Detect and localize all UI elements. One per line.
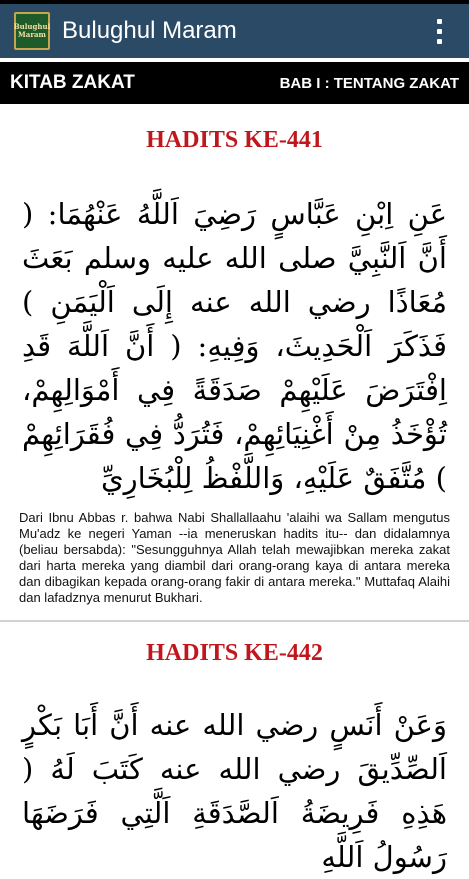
action-bar: [0, 4, 469, 58]
kitab-title: KITAB ZAKAT: [10, 72, 135, 93]
app-icon-line-2: Maram: [18, 30, 46, 39]
hadith-2-title: HADITS KE-442: [146, 640, 323, 666]
hadith-2-arabic: وَعَنْ أَنَسٍ رضي الله عنه أَنَّ أَبَا بَكْرٍ اَلصِّدِّيقَ رضي الله عنه كَتَبَ لَهُ ( هَذِهِ فَرِيضَةُ اَلصَّدَقَةِ اَلَّتِي فَرَضَهَا رَسُولُ اَللَّهِ: [22, 708, 447, 874]
hadith-content[interactable]: [0, 104, 469, 874]
section-header: [0, 62, 469, 104]
app-book-icon[interactable]: [14, 12, 50, 50]
hadith-1-translation: Dari Ibnu Abbas r. bahwa Nabi Shallallaahu 'alaihi wa Sallam mengutus Mu'adz ke negeri Yaman --ia meneruskan hadits itu-- dan didalamnya (beliau bersabda): "Sesungguhnya Allah telah mewajibkan mereka zakat dari harta mereka yang diambil dari orang-orang kaya di antara mereka dan dibagikan kepada orang-orang fakir di antara mereka." Muttafaq Alaihi dan lafadznya menurut Bukhari.: [19, 510, 450, 605]
hadith-1-title: HADITS KE-441: [146, 127, 323, 153]
hadith-1-arabic: عَنِ اِبْنِ عَبَّاسٍ رَضِيَ اَللَّهُ عَنْهُمَا: ( أَنَّ اَلنَّبِيَّ صلى الله عليه وسلم بَعَثَ مُعَاذًا رضي الله عنه إِلَى اَلْيَمَنِ ) فَذَكَرَ اَلْحَدِيثَ، وَفِيهِ: ( أَنَّ اَللَّهَ قَدِ اِفْتَرَضَ عَلَيْهِمْ صَدَقَةً فِي أَمْوَالِهِمْ، تُؤْخَذُ مِنْ أَغْنِيَائِهِمْ، فَتُرَدُّ فِي فُقَرَائِهِمْ ) مُتَّفَقٌ عَلَيْهِ، وَاللَّفْظُ لِلْبُخَارِيِّ: [22, 197, 447, 495]
app-title: Bulughul Maram: [62, 17, 237, 44]
hadith-divider: [0, 620, 469, 622]
app-icon-line-1: Bulughul: [13, 22, 51, 31]
overflow-menu-icon[interactable]: [419, 4, 459, 58]
bab-title: BAB I : TENTANG ZAKAT: [279, 74, 459, 92]
